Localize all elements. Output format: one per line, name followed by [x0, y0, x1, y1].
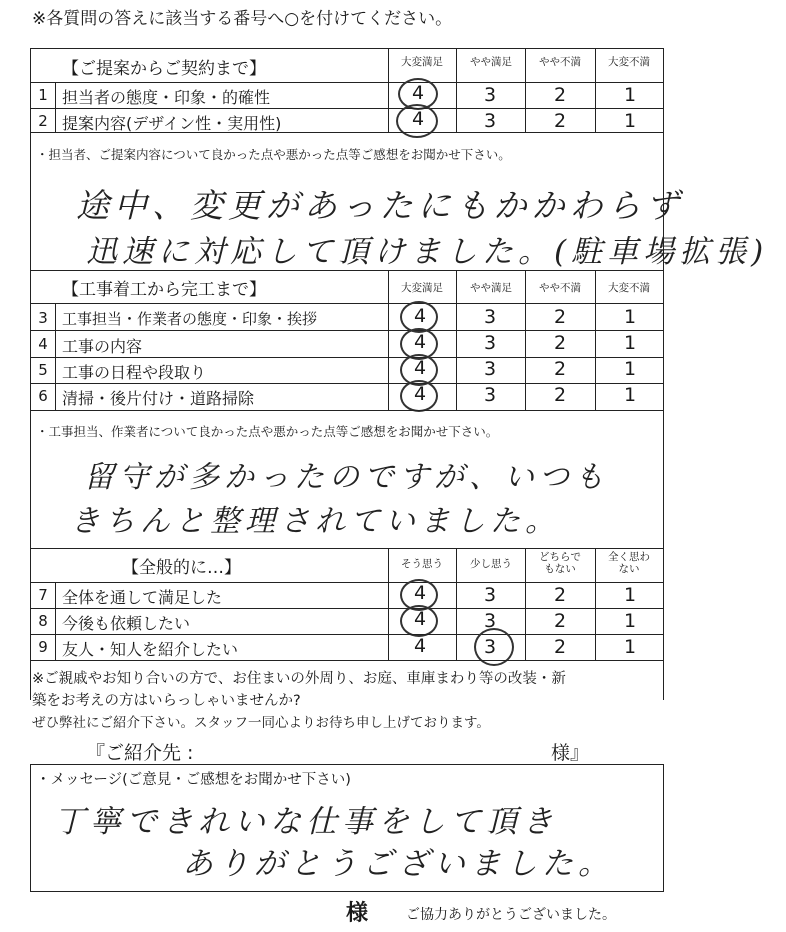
score-3[interactable]: 3: [483, 610, 497, 632]
message-prompt: ・メッセージ(ご意見・ご感想をお聞かせ下さい): [36, 772, 351, 788]
column-header: 大変不満: [608, 56, 650, 68]
section-1-title: 【ご提案からご契約まで】: [62, 59, 266, 79]
handwritten-comment: 途中、変更があったにもかかわらず: [76, 186, 684, 225]
score-2[interactable]: 2: [553, 610, 567, 632]
score-3[interactable]: 3: [483, 584, 497, 606]
row-number: 2: [38, 112, 48, 130]
column-header: やや満足: [470, 56, 512, 68]
comment-prompt: ・担当者、ご提案内容について良かった点や悪かった点等ご感想をお聞かせ下さい。: [36, 147, 511, 162]
score-2[interactable]: 2: [553, 636, 567, 658]
column-header: やや満足: [470, 282, 512, 294]
score-1[interactable]: 1: [623, 584, 637, 606]
score-3[interactable]: 3: [483, 110, 497, 132]
question-label: 清掃・後片付け・道路掃除: [62, 389, 255, 408]
introducer-honorific: 様』: [551, 742, 590, 764]
question-label: 全体を通して満足した: [62, 588, 223, 607]
score-4[interactable]: 4: [413, 331, 427, 353]
score-1[interactable]: 1: [623, 358, 637, 380]
section-2-title: 【工事着工から完工まで】: [62, 280, 266, 300]
column-header: 少し思う: [470, 558, 512, 570]
score-2[interactable]: 2: [553, 584, 567, 606]
score-1[interactable]: 1: [623, 636, 637, 658]
score-1[interactable]: 1: [623, 610, 637, 632]
comment-prompt: ・工事担当、作業者について良かった点や悪かった点等ご感想をお聞かせ下さい。: [36, 424, 499, 439]
selected-answer-circle: [400, 380, 438, 412]
score-1[interactable]: 1: [623, 332, 637, 354]
score-4[interactable]: 4: [411, 108, 425, 130]
score-3[interactable]: 3: [483, 84, 497, 106]
score-4[interactable]: 4: [413, 635, 427, 657]
section-3-title: 【全般的に…】: [122, 558, 241, 578]
row-number: 7: [38, 586, 48, 604]
row-number: 8: [38, 612, 48, 630]
question-label: 友人・知人を紹介したい: [62, 640, 239, 659]
handwritten-comment: 留守が多かったのですが、いつも: [84, 460, 609, 495]
footer-honorific: 様: [346, 901, 369, 926]
column-header: やや不満: [539, 56, 581, 68]
score-2[interactable]: 2: [553, 110, 567, 132]
score-2[interactable]: 2: [553, 84, 567, 106]
score-3[interactable]: 3: [483, 332, 497, 354]
question-label: 工事の日程や段取り: [62, 363, 207, 382]
question-label: 工事の内容: [62, 337, 143, 356]
score-3[interactable]: 3: [483, 384, 497, 406]
score-2[interactable]: 2: [553, 306, 567, 328]
introducer-label: 『ご紹介先 :: [86, 742, 194, 764]
question-label: 提案内容(デザイン性・実用性): [62, 114, 282, 133]
row-number: 3: [38, 309, 48, 327]
score-3[interactable]: 3: [483, 636, 497, 658]
question-label: 工事担当・作業者の態度・印象・挨拶: [62, 310, 318, 328]
row-number: 1: [38, 86, 48, 104]
selected-answer-circle: [400, 605, 438, 637]
column-header: やや不満: [539, 282, 581, 294]
referral-text: ぜひ弊社にご紹介下さい。スタッフ一同心よりお待ち申し上げております。: [32, 715, 490, 731]
score-3[interactable]: 3: [483, 306, 497, 328]
column-header: 大変不満: [608, 282, 650, 294]
handwritten-comment: 迅速に対応して頂けました。(駐車場拡張): [86, 234, 769, 270]
score-3[interactable]: 3: [483, 358, 497, 380]
score-4[interactable]: 4: [413, 582, 427, 604]
score-2[interactable]: 2: [553, 358, 567, 380]
score-4[interactable]: 4: [413, 608, 427, 630]
score-4[interactable]: 4: [413, 357, 427, 379]
question-label: 今後も依頼したい: [62, 614, 191, 633]
column-header: どちらでもない: [539, 551, 581, 575]
score-1[interactable]: 1: [623, 84, 637, 106]
score-2[interactable]: 2: [553, 332, 567, 354]
header-note: ※各質問の答えに該当する番号へ○を付けてください。: [32, 9, 453, 29]
footer-thanks: ご協力ありがとうございました。: [406, 907, 616, 923]
column-header: 大変満足: [401, 56, 443, 68]
score-4[interactable]: 4: [413, 383, 427, 405]
question-label: 担当者の態度・印象・的確性: [62, 88, 271, 107]
referral-text: ※ご親戚やお知り合いの方で、お住まいの外周り、お庭、車庫まわり等の改装・新: [32, 671, 566, 687]
score-2[interactable]: 2: [553, 384, 567, 406]
row-number: 9: [38, 638, 48, 656]
handwritten-comment: きちんと整理されていました。: [70, 504, 560, 539]
introducer-name-field[interactable]: [250, 740, 540, 764]
row-number: 6: [38, 387, 48, 405]
column-header: そう思う: [401, 558, 443, 570]
handwritten-message: 丁寧できれいな仕事をして頂き: [54, 804, 558, 840]
score-1[interactable]: 1: [623, 306, 637, 328]
score-4[interactable]: 4: [413, 305, 427, 327]
score-4[interactable]: 4: [411, 82, 425, 104]
column-header: 大変満足: [401, 282, 443, 294]
row-number: 4: [38, 335, 48, 353]
referral-text: 築をお考えの方はいらっしゃいませんか?: [32, 693, 301, 709]
row-number: 5: [38, 361, 48, 379]
handwritten-message: ありがとうございました。: [182, 846, 614, 882]
column-header: 全く思わない: [608, 551, 650, 575]
score-1[interactable]: 1: [623, 384, 637, 406]
score-1[interactable]: 1: [623, 110, 637, 132]
